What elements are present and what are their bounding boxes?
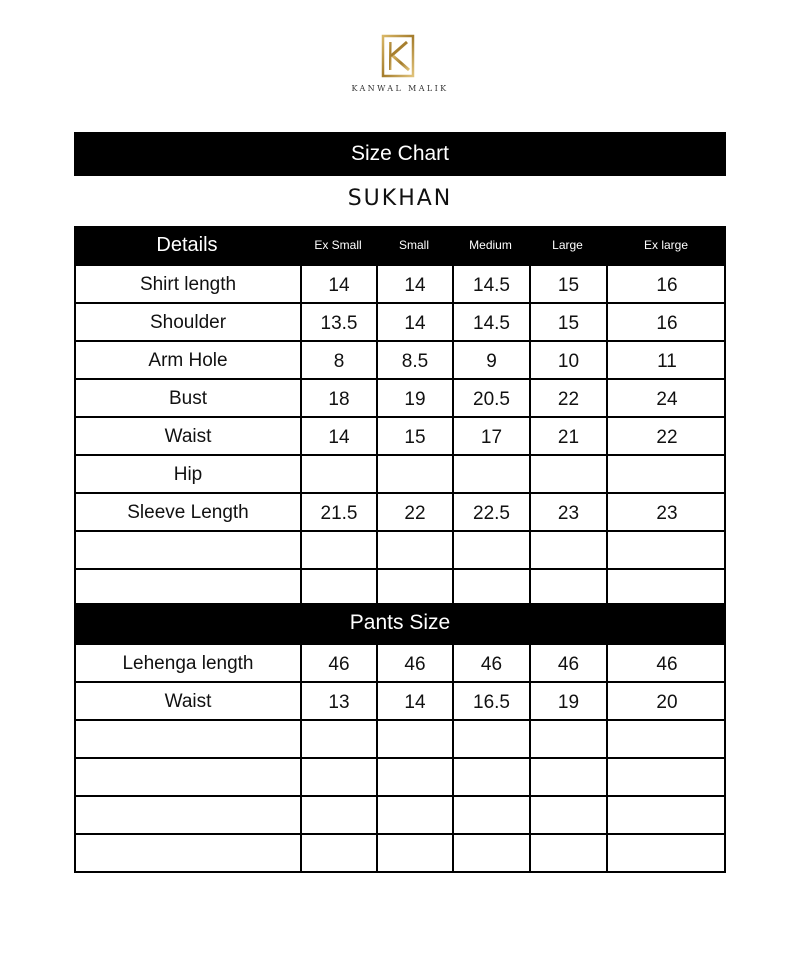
table-row: [74, 266, 726, 304]
table-row: [74, 380, 726, 418]
size-value: [452, 532, 529, 568]
size-value: [300, 721, 376, 757]
size-value: 14: [376, 304, 452, 340]
size-value: [376, 835, 452, 871]
pants-size-title: Pants Size: [74, 603, 726, 643]
size-value: [452, 570, 529, 606]
size-value: 13: [300, 683, 376, 719]
size-value: 19: [529, 683, 606, 719]
size-value: 46: [376, 645, 452, 681]
row-label: Hip: [74, 456, 300, 492]
table-row: [74, 418, 726, 456]
size-value: 22.5: [452, 494, 529, 530]
table-row: [74, 456, 726, 494]
table-row: [74, 304, 726, 342]
table-header: [74, 226, 726, 264]
size-value: 8.5: [376, 342, 452, 378]
size-value: 20: [606, 683, 726, 719]
size-value: 14.5: [452, 304, 529, 340]
brand-name: KANWAL MALIK: [351, 84, 449, 93]
table-row: [74, 797, 726, 835]
size-value: 20.5: [452, 380, 529, 416]
size-value: [300, 797, 376, 833]
size-value: [606, 835, 726, 871]
size-value: [376, 797, 452, 833]
size-value: 16: [606, 304, 726, 340]
size-value: 21.5: [300, 494, 376, 530]
size-value: [300, 570, 376, 606]
row-label: Sleeve Length: [74, 494, 300, 530]
size-value: [452, 456, 529, 492]
size-value: 24: [606, 380, 726, 416]
size-value: 46: [300, 645, 376, 681]
size-value: [452, 759, 529, 795]
size-value: [529, 797, 606, 833]
size-value: 13.5: [300, 304, 376, 340]
size-value: 22: [376, 494, 452, 530]
size-value: 16.5: [452, 683, 529, 719]
column-header: Small: [398, 238, 429, 252]
size-value: [606, 797, 726, 833]
size-value: 15: [529, 304, 606, 340]
size-value: 19: [376, 380, 452, 416]
size-value: [452, 835, 529, 871]
size-value: 22: [606, 418, 726, 454]
row-label: Bust: [74, 380, 300, 416]
row-label: Arm Hole: [74, 342, 300, 378]
size-value: 18: [300, 380, 376, 416]
size-value: [529, 456, 606, 492]
table-row: [74, 721, 726, 759]
size-value: 16: [606, 266, 726, 302]
table-row: [74, 683, 726, 721]
table-row: [74, 645, 726, 683]
size-value: [606, 721, 726, 757]
size-value: [452, 721, 529, 757]
size-value: [606, 759, 726, 795]
size-value: 46: [452, 645, 529, 681]
table-row: [74, 759, 726, 797]
size-value: [606, 456, 726, 492]
row-label: Shirt length: [74, 266, 300, 302]
km-monogram-icon: [381, 34, 419, 78]
size-value: 23: [606, 494, 726, 530]
size-value: [376, 759, 452, 795]
size-value: [529, 532, 606, 568]
column-header: Ex large: [643, 238, 689, 252]
table-row: [74, 494, 726, 532]
size-value: [529, 835, 606, 871]
size-value: [606, 570, 726, 606]
size-value: 14: [376, 683, 452, 719]
size-value: [300, 532, 376, 568]
collection-name: SUKHAN: [347, 186, 453, 211]
size-value: [529, 759, 606, 795]
row-label: [74, 797, 300, 833]
size-value: [452, 797, 529, 833]
size-value: [376, 456, 452, 492]
size-value: [529, 570, 606, 606]
size-value: 23: [529, 494, 606, 530]
table-row: [74, 342, 726, 380]
size-value: [300, 835, 376, 871]
table-row: [74, 835, 726, 873]
size-value: 15: [376, 418, 452, 454]
column-header: Large: [552, 238, 583, 252]
size-value: 8: [300, 342, 376, 378]
table-row: [74, 532, 726, 570]
row-label: [74, 759, 300, 795]
size-value: 14: [300, 418, 376, 454]
size-value: 14.5: [452, 266, 529, 302]
size-value: 17: [452, 418, 529, 454]
row-label: [74, 570, 300, 606]
size-value: 46: [529, 645, 606, 681]
size-value: 14: [300, 266, 376, 302]
size-value: 10: [529, 342, 606, 378]
row-label: Waist: [74, 683, 300, 719]
column-header: Details: [156, 234, 218, 256]
size-value: 9: [452, 342, 529, 378]
size-value: [300, 456, 376, 492]
size-value: [529, 721, 606, 757]
row-label: Waist: [74, 418, 300, 454]
row-label: [74, 721, 300, 757]
size-value: 46: [606, 645, 726, 681]
brand-logo: [350, 34, 450, 98]
row-label: [74, 532, 300, 568]
size-value: 14: [376, 266, 452, 302]
shirt-size-table: [74, 264, 726, 608]
size-value: [606, 532, 726, 568]
column-header: Ex Small: [314, 238, 362, 252]
size-chart-title: Size Chart: [74, 132, 726, 176]
size-value: 15: [529, 266, 606, 302]
size-value: [376, 532, 452, 568]
size-value: [376, 570, 452, 606]
size-value: 21: [529, 418, 606, 454]
row-label: Shoulder: [74, 304, 300, 340]
size-value: [300, 759, 376, 795]
size-value: [376, 721, 452, 757]
size-value: 22: [529, 380, 606, 416]
column-header: Medium: [469, 238, 512, 252]
row-label: Lehenga length: [74, 645, 300, 681]
row-label: [74, 835, 300, 871]
pants-size-table: [74, 643, 726, 873]
size-value: 11: [606, 342, 726, 378]
